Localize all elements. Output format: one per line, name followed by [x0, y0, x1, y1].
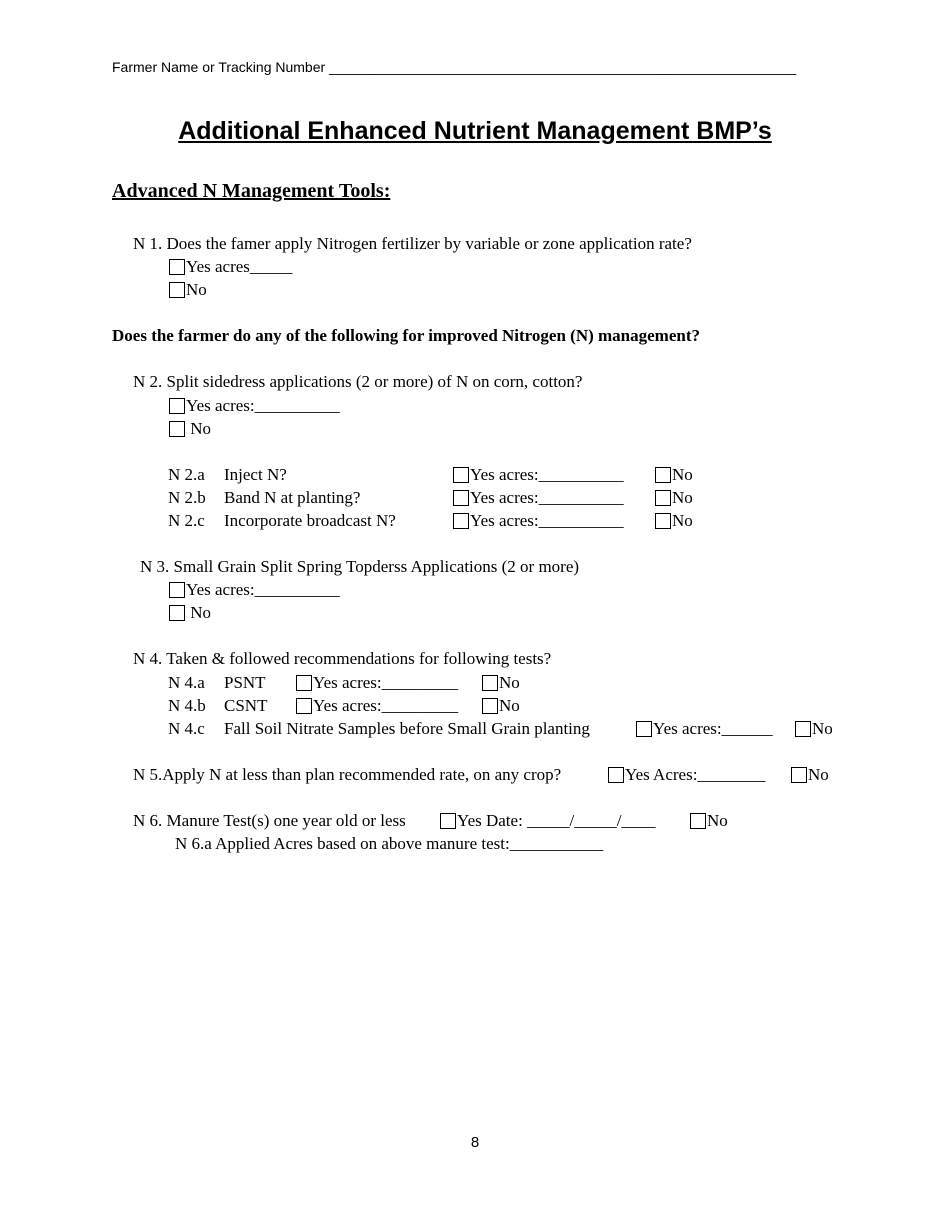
- n4a-no-label: No: [499, 673, 520, 692]
- n4a-label: PSNT: [224, 673, 266, 692]
- n4b-label: CSNT: [224, 696, 268, 715]
- n6-no-label: No: [707, 811, 728, 830]
- n2c-yes-option: [453, 511, 624, 531]
- n3-yes-label: Yes acres:__________: [186, 580, 340, 599]
- n2a-label: Inject N?: [224, 465, 287, 484]
- n4c-yes-label: Yes acres:______: [653, 719, 773, 738]
- n4c-code: N 4.c: [168, 719, 205, 738]
- n1-yes-checkbox[interactable]: [169, 259, 185, 275]
- n4a-no-option: [482, 673, 520, 693]
- n3-yes-checkbox[interactable]: [169, 582, 185, 598]
- n2a-yes-label: Yes acres:__________: [470, 465, 624, 484]
- n3-yes-option: [169, 580, 340, 600]
- n1-yes-label: Yes acres_____: [186, 257, 293, 276]
- n1-no-label: No: [186, 280, 207, 299]
- n4a-yes-label: Yes acres:_________: [313, 673, 459, 692]
- n1-no-option: [169, 280, 207, 300]
- n6-yes-checkbox[interactable]: [440, 813, 456, 829]
- n6-yes-option: [440, 811, 656, 831]
- n5-yes-option: [608, 765, 765, 785]
- n3-no-option: [169, 603, 211, 623]
- n5-no-checkbox[interactable]: [791, 767, 807, 783]
- n2-no-option: [169, 419, 211, 439]
- n4c-no-checkbox[interactable]: [795, 721, 811, 737]
- n1-yes-option: [169, 257, 292, 277]
- n5-no-label: No: [808, 765, 829, 784]
- n3-no-label: No: [186, 603, 212, 622]
- n2b-no-label: No: [672, 488, 693, 507]
- n1-question: N 1. Does the famer apply Nitrogen fertilizer by variable or zone application rate?: [133, 234, 692, 253]
- n2b-yes-label: Yes acres:__________: [470, 488, 624, 507]
- n6-yes-label: Yes Date: _____/_____/____: [457, 811, 656, 830]
- n6-no-checkbox[interactable]: [690, 813, 706, 829]
- n4c-yes-option: [636, 719, 773, 739]
- n2b-no-option: [655, 488, 693, 508]
- n2a-no-label: No: [672, 465, 693, 484]
- n4a-yes-option: [296, 673, 458, 693]
- page-title: Additional Enhanced Nutrient Management BMP’s: [178, 117, 772, 145]
- n2a-yes-option: [453, 465, 624, 485]
- n2-question: N 2. Split sidedress applications (2 or more) of N on corn, cotton?: [133, 372, 583, 391]
- n2b-code: N 2.b: [168, 488, 206, 507]
- n2a-no-checkbox[interactable]: [655, 467, 671, 483]
- n6-question: N 6. Manure Test(s) one year old or less: [133, 811, 406, 830]
- n5-no-option: [791, 765, 829, 785]
- n2-no-checkbox[interactable]: [169, 421, 185, 437]
- n2b-yes-checkbox[interactable]: [453, 490, 469, 506]
- n2-no-label: No: [186, 419, 212, 438]
- n6-no-option: [690, 811, 728, 831]
- n4c-label: Fall Soil Nitrate Samples before Small Grain planting: [224, 719, 590, 738]
- n4b-yes-checkbox[interactable]: [296, 698, 312, 714]
- n2-yes-option: [169, 396, 340, 416]
- n2a-no-option: [655, 465, 693, 485]
- n4-question: N 4. Taken & followed recommendations for following tests?: [133, 649, 552, 668]
- n2-yes-checkbox[interactable]: [169, 398, 185, 414]
- n2-yes-label: Yes acres:__________: [186, 396, 340, 415]
- n4b-no-label: No: [499, 696, 520, 715]
- n2b-no-checkbox[interactable]: [655, 490, 671, 506]
- n4c-no-label: No: [812, 719, 833, 738]
- n2c-label: Incorporate broadcast N?: [224, 511, 396, 530]
- n6a-line: N 6.a Applied Acres based on above manure test:___________: [175, 834, 604, 853]
- n3-question: N 3. Small Grain Split Spring Topderss Applications (2 or more): [140, 557, 580, 576]
- n4a-code: N 4.a: [168, 673, 205, 692]
- n2c-yes-checkbox[interactable]: [453, 513, 469, 529]
- n4c-yes-checkbox[interactable]: [636, 721, 652, 737]
- n4b-yes-option: [296, 696, 458, 716]
- n2c-no-label: No: [672, 511, 693, 530]
- n2c-no-checkbox[interactable]: [655, 513, 671, 529]
- n2c-no-option: [655, 511, 693, 531]
- n2a-code: N 2.a: [168, 465, 205, 484]
- page-number: 8: [470, 1134, 480, 1151]
- n2b-label: Band N at planting?: [224, 488, 361, 507]
- farmer-name-line: Farmer Name or Tracking Number ____________________________________________________________: [112, 59, 797, 75]
- n4b-code: N 4.b: [168, 696, 206, 715]
- n4a-no-checkbox[interactable]: [482, 675, 498, 691]
- n4b-no-checkbox[interactable]: [482, 698, 498, 714]
- n2a-yes-checkbox[interactable]: [453, 467, 469, 483]
- n4a-yes-checkbox[interactable]: [296, 675, 312, 691]
- n2c-yes-label: Yes acres:__________: [470, 511, 624, 530]
- n5-yes-label: Yes Acres:________: [625, 765, 766, 784]
- n2c-code: N 2.c: [168, 511, 205, 530]
- n3-no-checkbox[interactable]: [169, 605, 185, 621]
- n2b-yes-option: [453, 488, 624, 508]
- n1-no-checkbox[interactable]: [169, 282, 185, 298]
- section-heading: Advanced N Management Tools:: [112, 180, 391, 202]
- n4b-yes-label: Yes acres:_________: [313, 696, 459, 715]
- n4c-no-option: [795, 719, 833, 739]
- subheading: Does the farmer do any of the following for improved Nitrogen (N) management?: [112, 326, 701, 345]
- n4b-no-option: [482, 696, 520, 716]
- n5-yes-checkbox[interactable]: [608, 767, 624, 783]
- n5-question: N 5.Apply N at less than plan recommended rate, on any crop?: [133, 765, 562, 784]
